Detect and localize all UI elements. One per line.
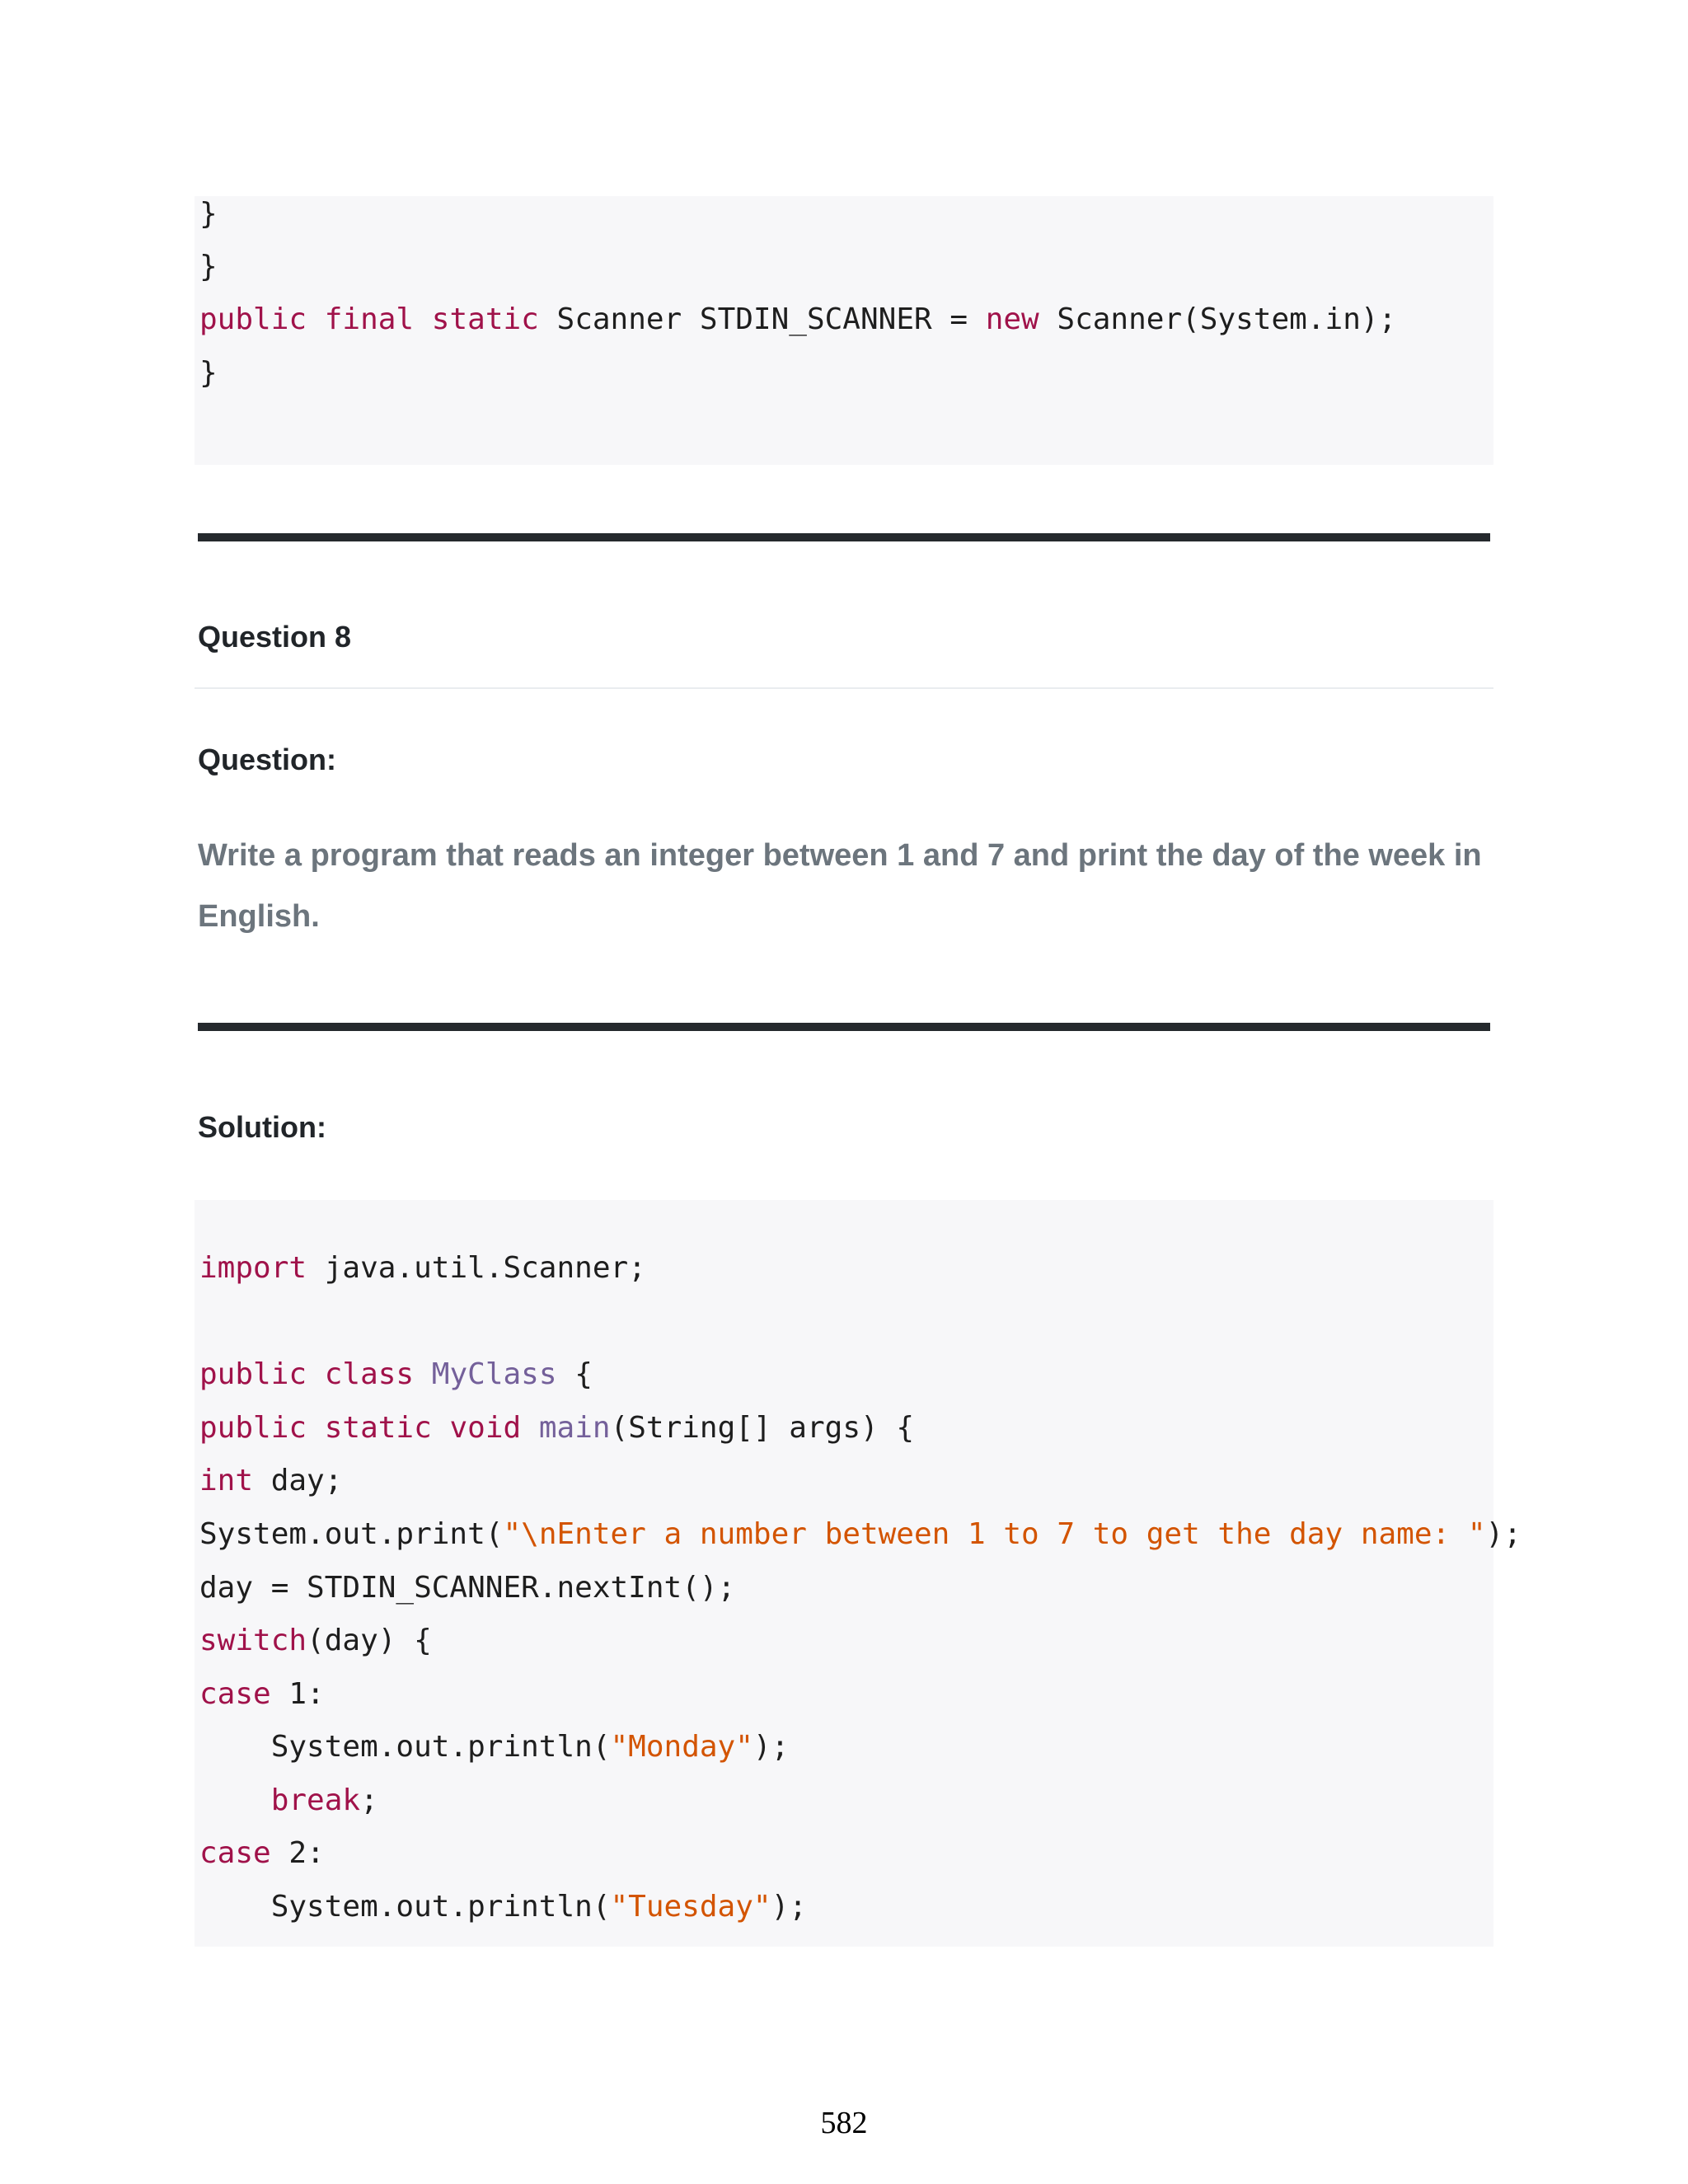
code-line: import java.util.Scanner; — [199, 1251, 646, 1285]
page-number: 582 — [820, 2106, 868, 2140]
code-line: case 2: — [199, 1836, 325, 1870]
section-divider — [198, 1023, 1490, 1031]
code-line: case 1: — [199, 1677, 325, 1711]
code-line: public final static Scanner STDIN_SCANNER = new Scanner(System.in); — [199, 302, 1397, 336]
code-line: break; — [270, 1783, 378, 1817]
heading-underline — [195, 687, 1493, 689]
code-line: System.out.println("Tuesday"); — [199, 1890, 807, 1924]
code-line: switch(day) { — [199, 1624, 432, 1657]
solution-label: Solution: — [198, 1110, 326, 1144]
section-divider — [198, 533, 1490, 541]
question-label: Question: — [198, 743, 336, 776]
code-line: day = STDIN_SCANNER.nextInt(); — [199, 1571, 736, 1605]
code-line: public static void main(String[] args) { — [199, 1411, 915, 1445]
question-text: Write a program that reads an integer between 1 and 7 and print the day of the week in English. — [198, 838, 1482, 934]
code-line: int day; — [199, 1464, 343, 1497]
code-block-top — [195, 196, 1493, 465]
code-line: } — [199, 356, 218, 390]
code-line: System.out.println("Monday"); — [199, 1730, 790, 1764]
code-line: } — [199, 250, 218, 284]
code-line: System.out.print("\nEnter a number between 1 to 7 to get the day name: "); — [199, 1517, 1522, 1551]
question-number-heading: Question 8 — [198, 620, 352, 654]
code-line: public class MyClass { — [199, 1357, 593, 1391]
code-line: } — [199, 197, 218, 231]
code-block-solution — [195, 1200, 1522, 1947]
